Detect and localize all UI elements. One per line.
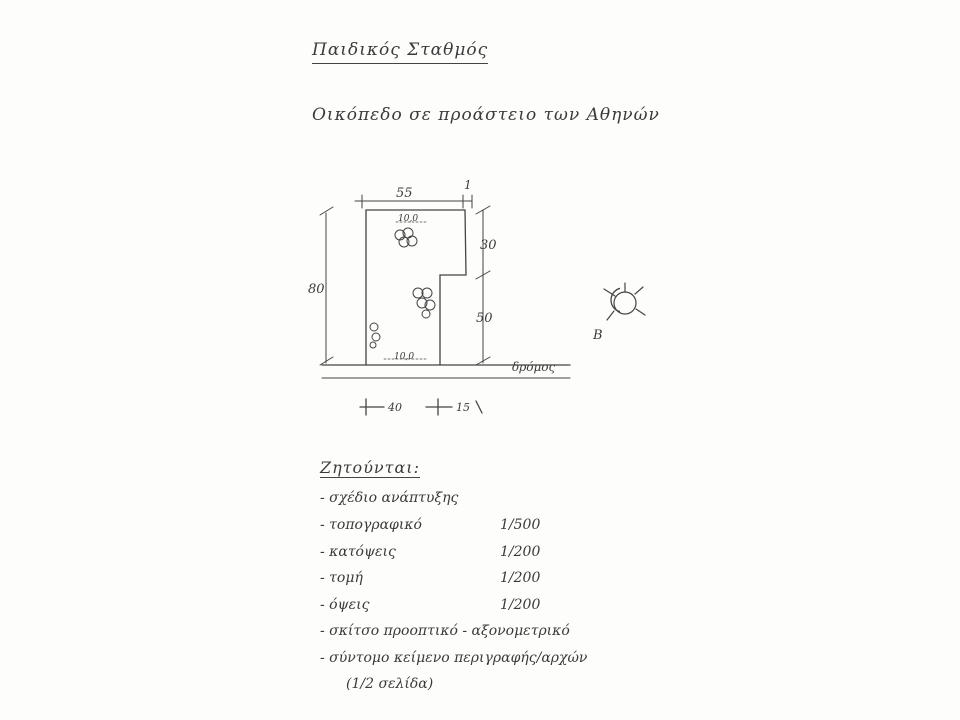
requirement-scale: 1/500 bbox=[500, 517, 541, 533]
requirement-label: - κατόψεις bbox=[320, 544, 396, 560]
tree-group-1 bbox=[395, 228, 417, 247]
setback-top: 10,0 bbox=[398, 214, 419, 224]
setback-bottom: 10,0 bbox=[394, 352, 415, 362]
requirement-label: - τομή bbox=[320, 570, 363, 586]
compass-circle bbox=[614, 292, 636, 314]
street-label: δρόμος bbox=[512, 360, 556, 374]
requirements-note: (1/2 σελίδα) bbox=[346, 676, 434, 692]
site-description: Οικόπεδο σε προάστειο των Αθηνών bbox=[312, 105, 660, 125]
requirement-label: - όψεις bbox=[320, 597, 370, 613]
requirement-label: - σύντομο κείμενο περιγραφής/αρχών bbox=[320, 650, 588, 666]
requirement-label: - σχέδιο ανάπτυξης bbox=[320, 490, 459, 506]
requirement-scale: 1/200 bbox=[500, 570, 541, 586]
requirement-label: - τοπογραφικό bbox=[320, 517, 422, 533]
dim-right-upper: 30 bbox=[480, 238, 497, 253]
requirement-label: - σκίτσο προοπτικό - αξονομετρικό bbox=[320, 623, 570, 639]
dim-top-offset: 1 bbox=[464, 178, 472, 192]
dim-right-lower: 50 bbox=[476, 311, 493, 326]
dim-left-height: 80 bbox=[308, 282, 325, 297]
site-plan-sketch bbox=[300, 175, 620, 435]
requirements-heading: Ζητούνται: bbox=[320, 458, 420, 477]
north-label: Β bbox=[593, 328, 603, 343]
dim-bottom-left: 40 bbox=[388, 401, 402, 414]
page-title: Παιδικός Σταθμός bbox=[312, 40, 488, 64]
requirement-scale: 1/200 bbox=[500, 544, 541, 560]
compass-sketch bbox=[590, 275, 670, 350]
plot-outline bbox=[366, 210, 466, 365]
tree-group-2 bbox=[413, 288, 435, 318]
requirement-scale: 1/200 bbox=[500, 597, 541, 613]
dim-top-width: 55 bbox=[396, 186, 413, 201]
tree-group-3 bbox=[370, 323, 380, 348]
dim-bottom-right: 15 bbox=[456, 401, 470, 414]
